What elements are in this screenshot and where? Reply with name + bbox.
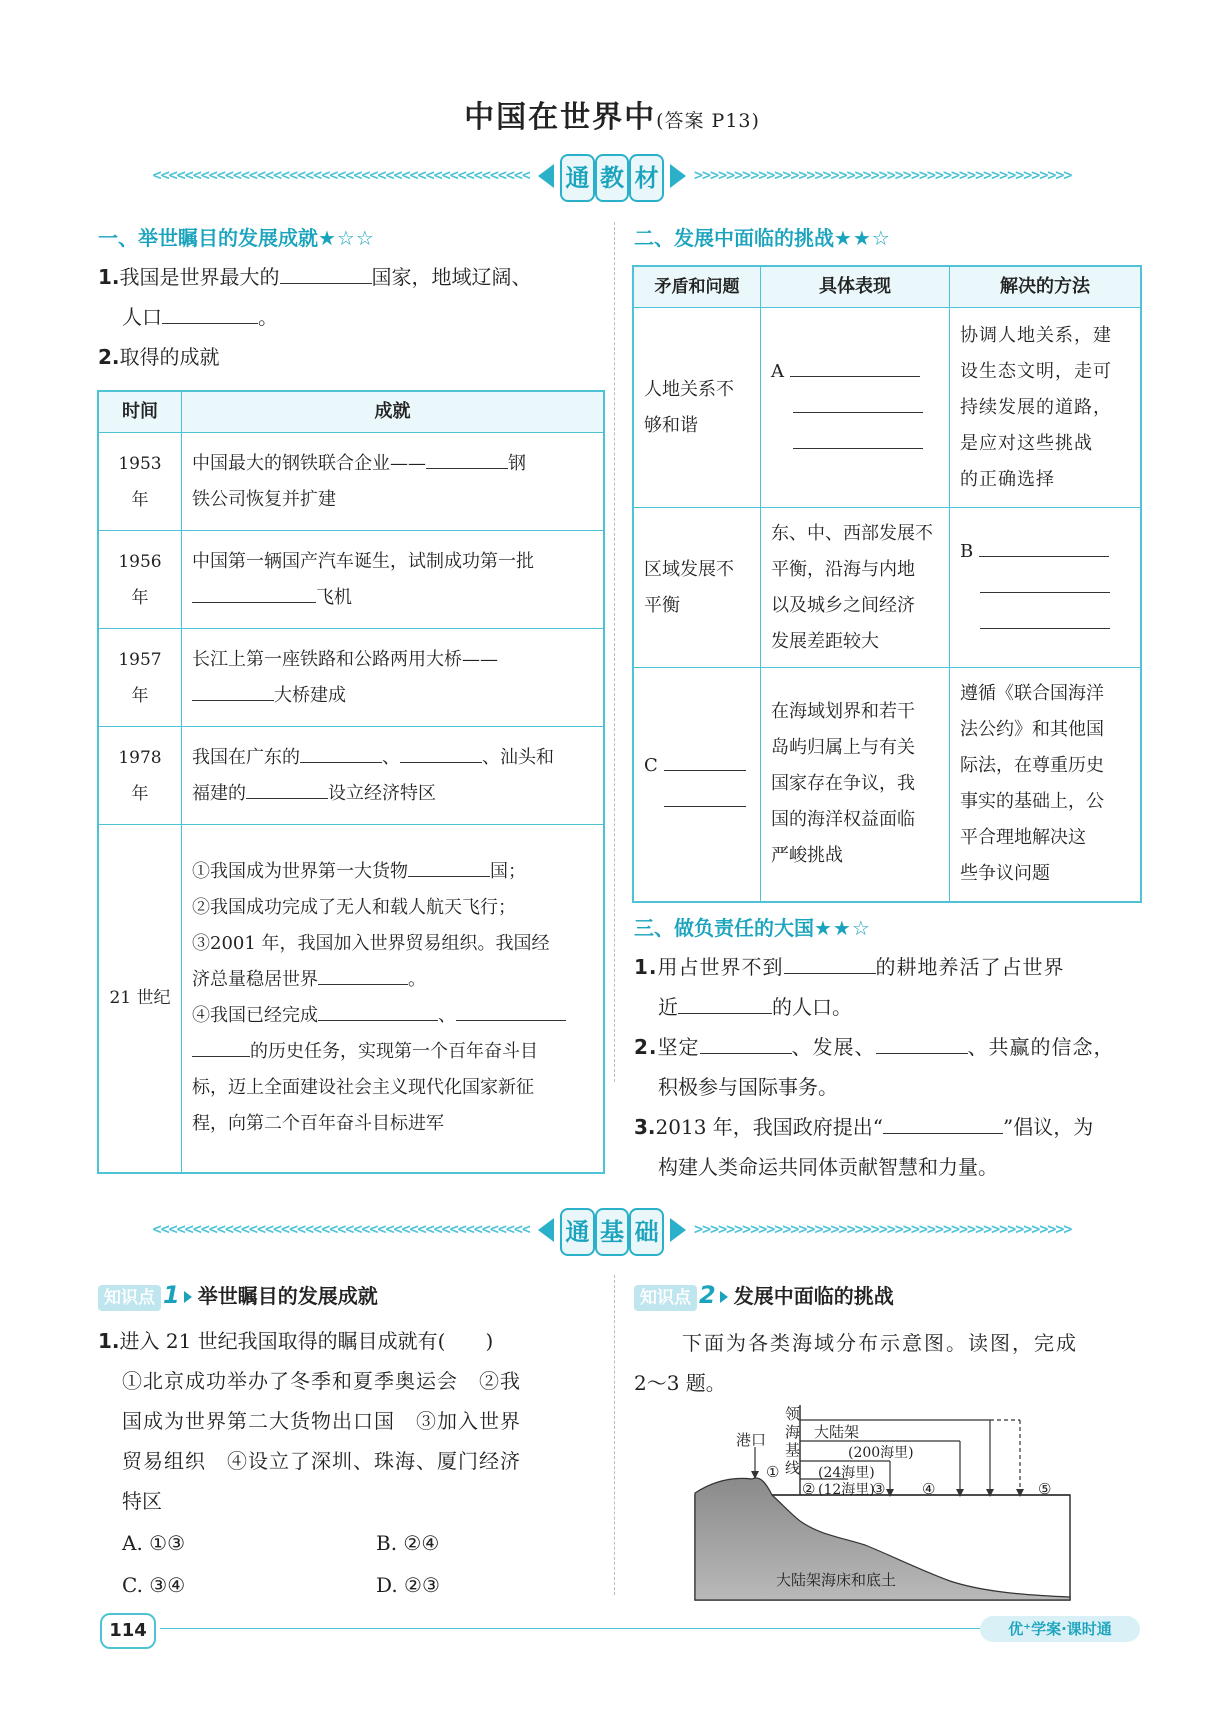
section3-heading [634, 912, 871, 941]
table-row [98, 433, 604, 531]
page-number: 114 [100, 1613, 156, 1649]
cell-text: 钢 [508, 452, 526, 474]
year-cell: 1978 年 [98, 727, 182, 825]
sea-zone-diagram [690, 1395, 1080, 1605]
cell-text: 是应对这些挑战 [960, 432, 1093, 454]
kp1-option-line: ①北京成功举办了冬季和夏季奥运会 ②我 [122, 1369, 521, 1393]
table-header: 矛盾和问题 [633, 266, 761, 308]
mark-5: ⑤ [1038, 1480, 1052, 1498]
banner-chevrons-left: <<<<<<<<<<<<<<<<<<<<<<<<<<<<<<<<<<<<<<<<<<<<<<< [152, 166, 530, 184]
answer-blank[interactable] [700, 1031, 792, 1054]
q-number: 1. [98, 1329, 120, 1353]
section2-heading [634, 222, 891, 251]
answer-blank[interactable] [784, 951, 876, 974]
q-text: 近 [658, 995, 678, 1019]
cell-text: 够和谐 [644, 414, 698, 436]
answer-blank[interactable] [280, 261, 372, 284]
brand-logo: 优⁺学案·课时通 [980, 1616, 1140, 1642]
label-24nm: (24海里) [818, 1465, 875, 1481]
table-row [98, 727, 604, 825]
answer-blank[interactable] [790, 354, 920, 377]
cell-text: 些争议问题 [960, 863, 1050, 885]
cell-text: 设生态文明，走可 [960, 360, 1112, 382]
s3-question-3 [634, 1108, 1093, 1146]
mark-4: ④ [922, 1480, 936, 1498]
section1-heading-text: 一、举世瞩目的发展成就 [98, 226, 318, 250]
answer-blank[interactable] [664, 748, 746, 771]
banner-left-arrow-icon [538, 1218, 554, 1242]
cell-text: 平衡 [644, 594, 680, 616]
banner-char: 基 [595, 1208, 630, 1256]
cell-text: 中国最大的钢铁联合企业—— [192, 452, 426, 474]
q-number: 1. [98, 265, 120, 289]
label-baseline-4: 线 [785, 1459, 801, 1477]
banner-chevrons-right: >>>>>>>>>>>>>>>>>>>>>>>>>>>>>>>>>>>>>>>>>>>>>>> [694, 166, 1072, 184]
play-arrow-icon [184, 1291, 192, 1303]
q-number: 3. [634, 1115, 656, 1139]
section2-stars: ★★☆ [834, 226, 891, 250]
q-text: 。 [258, 305, 278, 329]
kp-number: 1 [163, 1281, 180, 1309]
banner-char: 通 [560, 1208, 595, 1256]
choice-a[interactable]: A. ①③ [122, 1531, 186, 1555]
mark-1: ① [766, 1463, 780, 1481]
answer-blank[interactable] [876, 1031, 968, 1054]
section3-stars: ★★☆ [814, 916, 871, 940]
table-header: 时间 [98, 391, 182, 433]
answer-blank[interactable] [883, 1111, 1003, 1134]
mark-3: ③ [872, 1480, 886, 1498]
cell-text: 长江上第一座铁路和公路两用大桥—— [192, 648, 498, 670]
cell-text: 以及城乡之间经济 [771, 594, 915, 616]
answer-blank[interactable] [192, 678, 274, 701]
cell-text: 中国第一辆国产汽车诞生，试制成功第一批 [192, 550, 534, 572]
banner-char: 教 [595, 154, 630, 202]
kp1-heading [98, 1280, 378, 1311]
answer-blank[interactable] [979, 534, 1109, 557]
banner-tongjichu [130, 1202, 1094, 1258]
answer-blank[interactable] [162, 301, 258, 324]
table-header: 解决的方法 [950, 266, 1142, 308]
column-divider [614, 1275, 615, 1595]
kp-number: 2 [699, 1281, 716, 1309]
s1-question-1-cont [122, 298, 278, 336]
choice-b[interactable]: B. ②④ [376, 1531, 440, 1555]
q-text: 的耕地养活了占世界 [875, 955, 1065, 979]
answer-blank[interactable] [318, 962, 408, 985]
kp1-option-line: 贸易组织 ④设立了深圳、珠海、厦门经济 [122, 1449, 521, 1473]
cell-text: 协调人地关系，建 [960, 324, 1112, 346]
year-cell: 1956 年 [98, 531, 182, 629]
label-baseline-3: 基 [785, 1441, 801, 1459]
section3-heading-text: 三、做负责任的大国 [634, 916, 814, 940]
kp2-heading [634, 1280, 894, 1311]
cell-text: 标，迈上全面建设社会主义现代化国家新征 [192, 1077, 534, 1099]
cell-text: 严峻挑战 [771, 845, 843, 867]
answer-blank[interactable] [246, 776, 328, 799]
cell-text: 发展差距较大 [771, 630, 879, 652]
q-text: 我国是世界最大的 [119, 265, 280, 289]
table-header: 具体表现 [761, 266, 950, 308]
kp1-option-line: 特区 [122, 1489, 162, 1513]
banner-char: 通 [560, 154, 595, 202]
achievement-cell [182, 727, 605, 825]
q-text: 进入 21 世纪我国取得的瞩目成就有( ) [119, 1329, 494, 1353]
cell-text: 遵循《联合国海洋 [960, 683, 1104, 705]
cell-text: 济总量稳居世界 [192, 969, 318, 991]
q-text: 人口 [122, 305, 162, 329]
cell-text: 平合理地解决这 [960, 827, 1086, 849]
label-seabed: 大陆架海床和底土 [776, 1571, 897, 1589]
issue-cell [633, 508, 761, 668]
s3-question-1 [634, 948, 1065, 986]
label-port: 港口 [736, 1431, 767, 1449]
answer-blank[interactable] [678, 991, 772, 1014]
year-cell: 1953 年 [98, 433, 182, 531]
label-200nm: (200海里) [848, 1445, 914, 1461]
answer-blank[interactable] [400, 740, 482, 763]
cell-label: C [644, 755, 658, 777]
solution-cell [950, 308, 1142, 508]
year-cell: 21 世纪 [98, 825, 182, 1173]
kp1-question [98, 1322, 493, 1360]
cell-text: 平衡，沿海与内地 [771, 558, 915, 580]
page-title-note: (答案 P13) [656, 110, 760, 132]
label-baseline-2: 海 [785, 1423, 801, 1441]
s3-question-3-cont: 构建人类命运共同体贡献智慧和力量。 [658, 1155, 998, 1179]
cell-text: 法公约》和其他国 [960, 719, 1104, 741]
banner-chevrons-left: <<<<<<<<<<<<<<<<<<<<<<<<<<<<<<<<<<<<<<<<<<<<<<< [152, 1220, 530, 1238]
label-shelf: 大陆架 [814, 1423, 860, 1441]
table-header: 成就 [182, 391, 605, 433]
cell-text: 持续发展的道路， [960, 396, 1112, 418]
cell-text: 程，向第二个百年奋斗目标进军 [192, 1113, 444, 1135]
cell-text: 铁公司恢复并扩建 [192, 488, 336, 510]
cell-text: 区域发展不 [644, 558, 734, 580]
table-row [633, 508, 1141, 668]
table-row [98, 629, 604, 727]
answer-blank[interactable] [793, 426, 923, 449]
cell-text: ①我国成为世界第一大货物 [192, 861, 408, 883]
answer-blank[interactable] [408, 854, 490, 877]
cell-label: A [771, 360, 784, 382]
banner-char: 材 [629, 154, 664, 202]
achievement-cell [182, 825, 605, 1173]
cell-text: ②我国成功完成了无人和载人航天飞行； [192, 897, 516, 919]
cell-text: 福建的 [192, 782, 246, 804]
answer-blank[interactable] [664, 784, 746, 807]
banner-left-arrow-icon [538, 164, 554, 188]
answer-blank[interactable] [300, 740, 382, 763]
q-text: ”倡议，为 [1003, 1115, 1094, 1139]
issue-cell [633, 668, 761, 902]
cell-text: 际法，在尊重历史 [960, 755, 1104, 777]
page-title-text: 中国在世界中 [464, 100, 657, 135]
table-row [633, 668, 1141, 902]
choice-c[interactable]: C. ③④ [122, 1573, 186, 1597]
s3-question-2-cont: 积极参与国际事务。 [658, 1075, 838, 1099]
banner-char: 础 [629, 1208, 664, 1256]
solution-cell [950, 668, 1142, 902]
page-title [0, 92, 1224, 136]
achievement-cell [182, 433, 605, 531]
s3-question-2 [634, 1028, 1115, 1066]
cell-text: 设立经济特区 [328, 782, 436, 804]
cell-text: ④我国已经完成 [192, 1005, 318, 1027]
q-text: 、共赢的信念， [967, 1035, 1115, 1059]
kp1-option-line: 国成为世界第二大货物出口国 ③加入世界 [122, 1409, 521, 1433]
cell-text: 在海域划界和若干 [771, 701, 915, 723]
choice-d[interactable]: D. ②③ [376, 1573, 440, 1597]
cell-text: ③2001 年，我国加入世界贸易组织。我国经 [192, 933, 550, 955]
achievement-cell [182, 629, 605, 727]
column-divider [614, 222, 615, 1082]
achievement-cell [182, 531, 605, 629]
q-text: 、发展、 [791, 1035, 876, 1059]
table-row [98, 825, 604, 1173]
section2-heading-text: 二、发展中面临的挑战 [634, 226, 834, 250]
q-number: 2. [98, 345, 120, 369]
play-arrow-icon [720, 1291, 728, 1303]
table-row [633, 308, 1141, 508]
year-cell: 1957 年 [98, 629, 182, 727]
answer-blank[interactable] [793, 390, 923, 413]
q-text: 的人口。 [772, 995, 852, 1019]
label-12nm: (12海里) [818, 1482, 875, 1498]
kp-title: 发展中面临的挑战 [733, 1284, 894, 1308]
solution-cell [950, 508, 1142, 668]
cell-text: 岛屿归属上与有关 [771, 737, 915, 759]
answer-blank[interactable] [980, 570, 1110, 593]
cell-text: 我国在广东的 [192, 746, 300, 768]
q-text: 用占世界不到 [657, 955, 784, 979]
answer-blank[interactable] [318, 998, 438, 1021]
cell-text: 东、中、西部发展不 [771, 522, 933, 544]
mark-2: ② [802, 1480, 816, 1498]
cell-text: 国家存在争议，我 [771, 773, 915, 795]
cell-text: 。 [408, 969, 426, 991]
detail-cell [761, 308, 950, 508]
cell-text: 事实的基础上，公 [960, 791, 1104, 813]
cell-text: 人地关系不 [644, 378, 734, 400]
cell-text: 的历史任务，实现第一个百年奋斗目 [250, 1041, 538, 1063]
table-row [98, 531, 604, 629]
cell-text: 、汕头和 [482, 746, 554, 768]
label-baseline-1: 领 [785, 1405, 801, 1423]
cell-text: 大桥建成 [274, 684, 346, 706]
detail-cell [761, 508, 950, 668]
banner-right-arrow-icon [670, 164, 686, 188]
section1-heading [98, 222, 375, 251]
answer-blank[interactable] [192, 580, 316, 603]
banner-tongjiaocai [130, 148, 1094, 204]
q-number: 1. [634, 955, 658, 979]
q-text: 坚定 [657, 1035, 700, 1059]
answer-blank[interactable] [980, 606, 1110, 629]
q-number: 2. [634, 1035, 658, 1059]
challenges-table [632, 265, 1142, 903]
cell-text: 、 [438, 1005, 456, 1027]
answer-blank[interactable] [456, 998, 566, 1021]
q-text: 取得的成就 [119, 345, 220, 369]
cell-text: 飞机 [316, 586, 352, 608]
s1-question-1 [98, 258, 532, 296]
kp-badge: 知识点 [98, 1285, 161, 1311]
detail-cell [761, 668, 950, 902]
s1-question-2 [98, 338, 220, 376]
achievements-table [97, 390, 605, 1174]
kp-title: 举世瞩目的发展成就 [197, 1284, 378, 1308]
kp2-intro-cont: 2～3 题。 [634, 1371, 726, 1395]
q-text: 2013 年，我国政府提出“ [655, 1115, 883, 1139]
s3-question-1-cont [658, 988, 852, 1026]
kp-badge: 知识点 [634, 1285, 697, 1311]
q-text: 国家，地域辽阔、 [371, 265, 532, 289]
answer-blank[interactable] [192, 1034, 250, 1057]
issue-cell [633, 308, 761, 508]
banner-chevrons-right: >>>>>>>>>>>>>>>>>>>>>>>>>>>>>>>>>>>>>>>>>>>>>>> [694, 1220, 1072, 1238]
cell-text: 国； [490, 861, 526, 883]
banner-right-arrow-icon [670, 1218, 686, 1242]
cell-label: B [960, 540, 974, 562]
cell-text: 、 [382, 746, 400, 768]
answer-blank[interactable] [426, 446, 508, 469]
cell-text: 国的海洋权益面临 [771, 809, 915, 831]
section1-stars: ★☆☆ [318, 226, 375, 250]
cell-text: 的正确选择 [960, 468, 1055, 490]
kp2-intro: 下面为各类海域分布示意图。读图，完成 [682, 1331, 1078, 1355]
